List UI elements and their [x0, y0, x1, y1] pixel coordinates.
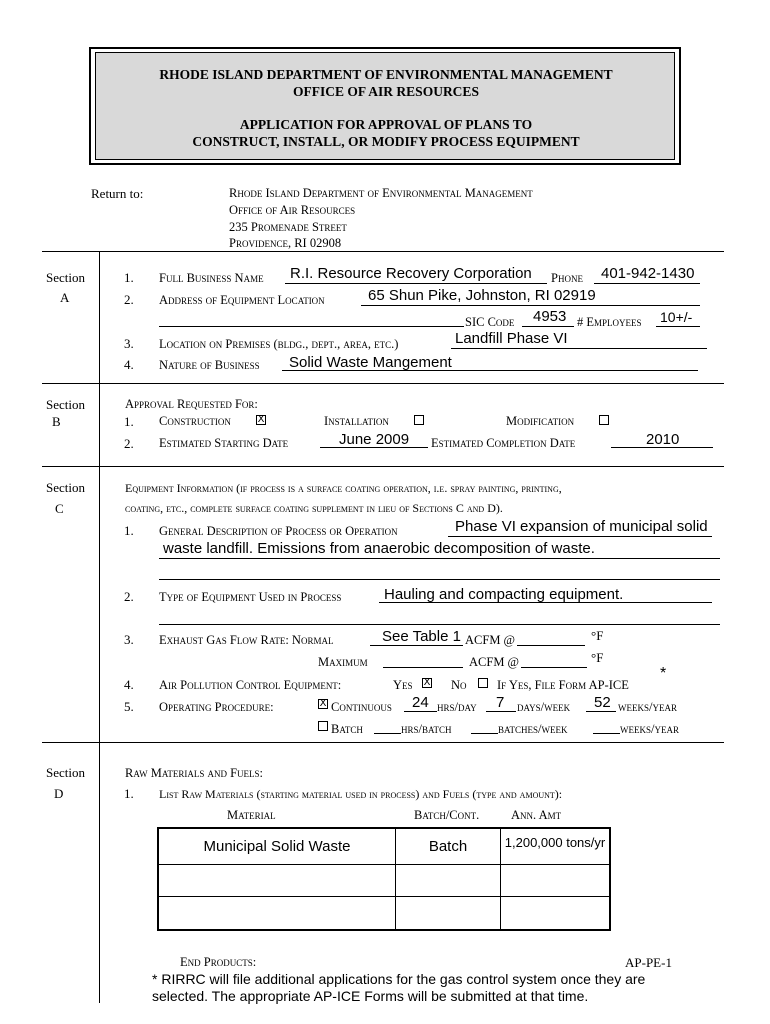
- section-d-letter: D: [54, 786, 64, 801]
- exhaust-temp-line[interactable]: [517, 645, 585, 646]
- location-label: Location on Premises (bldg., dept., area, etc.): [159, 337, 399, 351]
- header-panel: [95, 52, 675, 160]
- material-cell[interactable]: [158, 864, 396, 896]
- description-line: [448, 536, 712, 537]
- address-line: [361, 305, 700, 306]
- item-number: 5.: [124, 699, 134, 714]
- item-number: 3.: [124, 632, 134, 647]
- description-line: [159, 579, 720, 580]
- acfm-label: ACFM @: [465, 633, 516, 647]
- col-header-batch: Batch/Cont.: [414, 808, 480, 822]
- section-c-letter: C: [55, 501, 64, 516]
- section-divider: [42, 383, 724, 384]
- if-yes-label: If Yes, File Form AP-ICE: [497, 678, 629, 692]
- exhaust-max-temp-line[interactable]: [521, 667, 587, 668]
- footnote-line2: selected. The appropriate AP-ICE Forms will be submitted at that time.: [152, 988, 589, 1004]
- employees-label: # Employees: [577, 315, 642, 329]
- yes-label: Yes: [393, 678, 413, 692]
- margin-rule: [99, 251, 100, 1003]
- raw-materials-table: [157, 827, 611, 931]
- batch-cell[interactable]: [396, 864, 501, 896]
- no-checkbox[interactable]: [478, 678, 488, 688]
- item-number: 4.: [124, 677, 134, 692]
- exhaust-max-line[interactable]: [383, 667, 463, 668]
- description-field[interactable]: Phase VI expansion of municipal solid: [455, 518, 708, 535]
- weeks-year-line: [586, 711, 616, 712]
- business-name-line: [285, 283, 547, 284]
- business-name-field[interactable]: R.I. Resource Recovery Corporation: [290, 265, 532, 282]
- item-number: 1.: [124, 786, 134, 801]
- return-address-line: 235 Promenade Street: [229, 220, 347, 234]
- batch-cell[interactable]: [396, 896, 501, 930]
- completion-date-label: Estimated Completion Date: [431, 436, 576, 450]
- continuous-label: Continuous: [331, 700, 392, 714]
- start-date-label: Estimated Starting Date: [159, 436, 289, 450]
- item-number: 4.: [124, 357, 134, 372]
- batch-label: Batch: [331, 722, 363, 736]
- description-line: [159, 558, 720, 559]
- col-header-amount: Ann. Amt: [511, 808, 562, 822]
- end-products-label: End Products:: [180, 955, 257, 969]
- address-line-2: [159, 326, 464, 327]
- installation-label: Installation: [324, 414, 389, 428]
- hrs-day-line: [404, 711, 437, 712]
- amount-cell[interactable]: 1,200,000 tons/yr: [501, 828, 611, 864]
- section-d-label: Section: [46, 765, 85, 780]
- return-address-line: Providence, RI 02908: [229, 236, 342, 250]
- section-b-letter: B: [52, 414, 61, 429]
- days-week-label: days/week: [517, 700, 571, 714]
- equipment-type-label: Type of Equipment Used in Process: [159, 590, 342, 604]
- description-label: General Description of Process or Operation: [159, 524, 398, 538]
- equipment-intro-line2: coating, etc., complete surface coating supplement in lieu of Sections C and D).: [125, 501, 503, 515]
- exhaust-normal-line: [370, 645, 463, 646]
- equipment-type-field[interactable]: Hauling and compacting equipment.: [384, 586, 624, 603]
- days-week-line: [486, 711, 516, 712]
- construction-label: Construction: [159, 414, 231, 428]
- operating-procedure-label: Operating Procedure:: [159, 700, 274, 714]
- section-divider: [42, 742, 724, 743]
- agency-title: RHODE ISLAND DEPARTMENT OF ENVIRONMENTAL MANAGEMENT: [159, 67, 613, 82]
- item-number: 1.: [124, 414, 134, 429]
- phone-line: [594, 283, 700, 284]
- equipment-type-line: [159, 624, 720, 625]
- office-title: OFFICE OF AIR RESOURCES: [293, 84, 479, 99]
- weeks-year-field[interactable]: 52: [594, 694, 611, 711]
- return-to-label: Return to:: [91, 186, 144, 201]
- modification-label: Modification: [506, 414, 575, 428]
- apc-label: Air Pollution Control Equipment:: [159, 678, 342, 692]
- days-week-field[interactable]: 7: [496, 694, 505, 711]
- amount-cell[interactable]: [501, 864, 611, 896]
- completion-date-field[interactable]: 2010: [646, 431, 680, 448]
- table-row: [158, 864, 610, 896]
- weeks-year-label: weeks/year: [618, 700, 677, 714]
- material-cell[interactable]: Municipal Solid Waste: [158, 828, 396, 864]
- hrs-day-label: hrs/day: [437, 700, 477, 714]
- nature-field[interactable]: Solid Waste Mangement: [289, 354, 452, 371]
- section-b-label: Section: [46, 397, 85, 412]
- material-cell[interactable]: [158, 896, 396, 930]
- batch-checkbox[interactable]: [318, 721, 328, 731]
- exhaust-max-label: Maximum: [318, 655, 368, 669]
- location-field[interactable]: Landfill Phase VI: [455, 330, 568, 347]
- asterisk-note-marker: *: [660, 665, 667, 682]
- form-title-line1: APPLICATION FOR APPROVAL OF PLANS TO: [239, 117, 533, 132]
- section-divider: [42, 466, 724, 467]
- section-a-letter: A: [60, 290, 70, 305]
- phone-label: Phone: [551, 271, 583, 285]
- hrs-batch-line[interactable]: [374, 733, 401, 734]
- construction-checkbox[interactable]: X: [257, 414, 265, 425]
- business-name-label: Full Business Name: [159, 271, 264, 285]
- section-divider: [42, 251, 724, 252]
- return-address-line: Office of Air Resources: [229, 203, 356, 217]
- raw-materials-label: Raw Materials and Fuels:: [125, 766, 264, 780]
- amount-cell[interactable]: [501, 896, 611, 930]
- hrs-day-field[interactable]: 24: [412, 694, 429, 711]
- section-c-label: Section: [46, 480, 85, 495]
- installation-checkbox[interactable]: [414, 415, 424, 425]
- address-label: Address of Equipment Location: [159, 293, 325, 307]
- item-number: 1.: [124, 270, 134, 285]
- section-a-label: Section: [46, 270, 85, 285]
- modification-checkbox[interactable]: [599, 415, 609, 425]
- exhaust-normal-field[interactable]: See Table 1: [382, 628, 461, 645]
- location-line: [451, 348, 707, 349]
- batch-weeks-year-line[interactable]: [593, 733, 620, 734]
- employees-field[interactable]: 10+/-: [660, 309, 693, 325]
- no-label: No: [451, 678, 467, 692]
- batch-weeks-year-label: weeks/year: [620, 722, 679, 736]
- batch-cell[interactable]: Batch: [396, 828, 501, 864]
- yes-checkbox[interactable]: X: [423, 677, 431, 688]
- start-date-field[interactable]: June 2009: [339, 431, 410, 448]
- deg-f-label: °F: [591, 628, 604, 643]
- phone-field[interactable]: 401-942-1430: [601, 265, 695, 282]
- exhaust-normal-label: Exhaust Gas Flow Rate: Normal: [159, 633, 334, 647]
- item-number: 1.: [124, 523, 134, 538]
- description-field-line2[interactable]: waste landfill. Emissions from anaerobic decomposition of waste.: [163, 540, 595, 557]
- return-address-line: Rhode Island Department of Environmental Management: [229, 186, 533, 200]
- sic-label: SIC Code: [465, 315, 515, 329]
- item-number: 2.: [124, 589, 134, 604]
- raw-materials-instructions: List Raw Materials (starting material used in process) and Fuels (type and amount):: [159, 787, 563, 801]
- batches-week-line[interactable]: [471, 733, 498, 734]
- sic-line: [522, 326, 574, 327]
- item-number: 3.: [124, 336, 134, 351]
- table-row: [158, 828, 610, 864]
- nature-label: Nature of Business: [159, 358, 260, 372]
- deg-f-label: °F: [591, 650, 604, 665]
- hrs-batch-label: hrs/batch: [401, 722, 452, 736]
- footnote-line1: * RIRRC will file additional applications for the gas control system once they are: [152, 971, 646, 987]
- approval-label: Approval Requested For:: [125, 397, 258, 411]
- table-row: [158, 896, 610, 930]
- form-id: AP-PE-1: [625, 955, 672, 970]
- address-field[interactable]: 65 Shun Pike, Johnston, RI 02919: [368, 287, 596, 304]
- equipment-intro-line1: Equipment Information (if process is a surface coating operation, i.e. spray painting, printing,: [125, 481, 562, 495]
- item-number: 2.: [124, 292, 134, 307]
- continuous-checkbox[interactable]: X: [319, 698, 327, 709]
- sic-field[interactable]: 4953: [533, 308, 567, 325]
- form-title-line2: CONSTRUCT, INSTALL, OR MODIFY PROCESS EQUIPMENT: [192, 134, 580, 149]
- col-header-material: Material: [227, 808, 276, 822]
- item-number: 2.: [124, 436, 134, 451]
- acfm-label: ACFM @: [469, 655, 520, 669]
- batches-week-label: batches/week: [498, 722, 568, 736]
- employees-line: [656, 326, 700, 327]
